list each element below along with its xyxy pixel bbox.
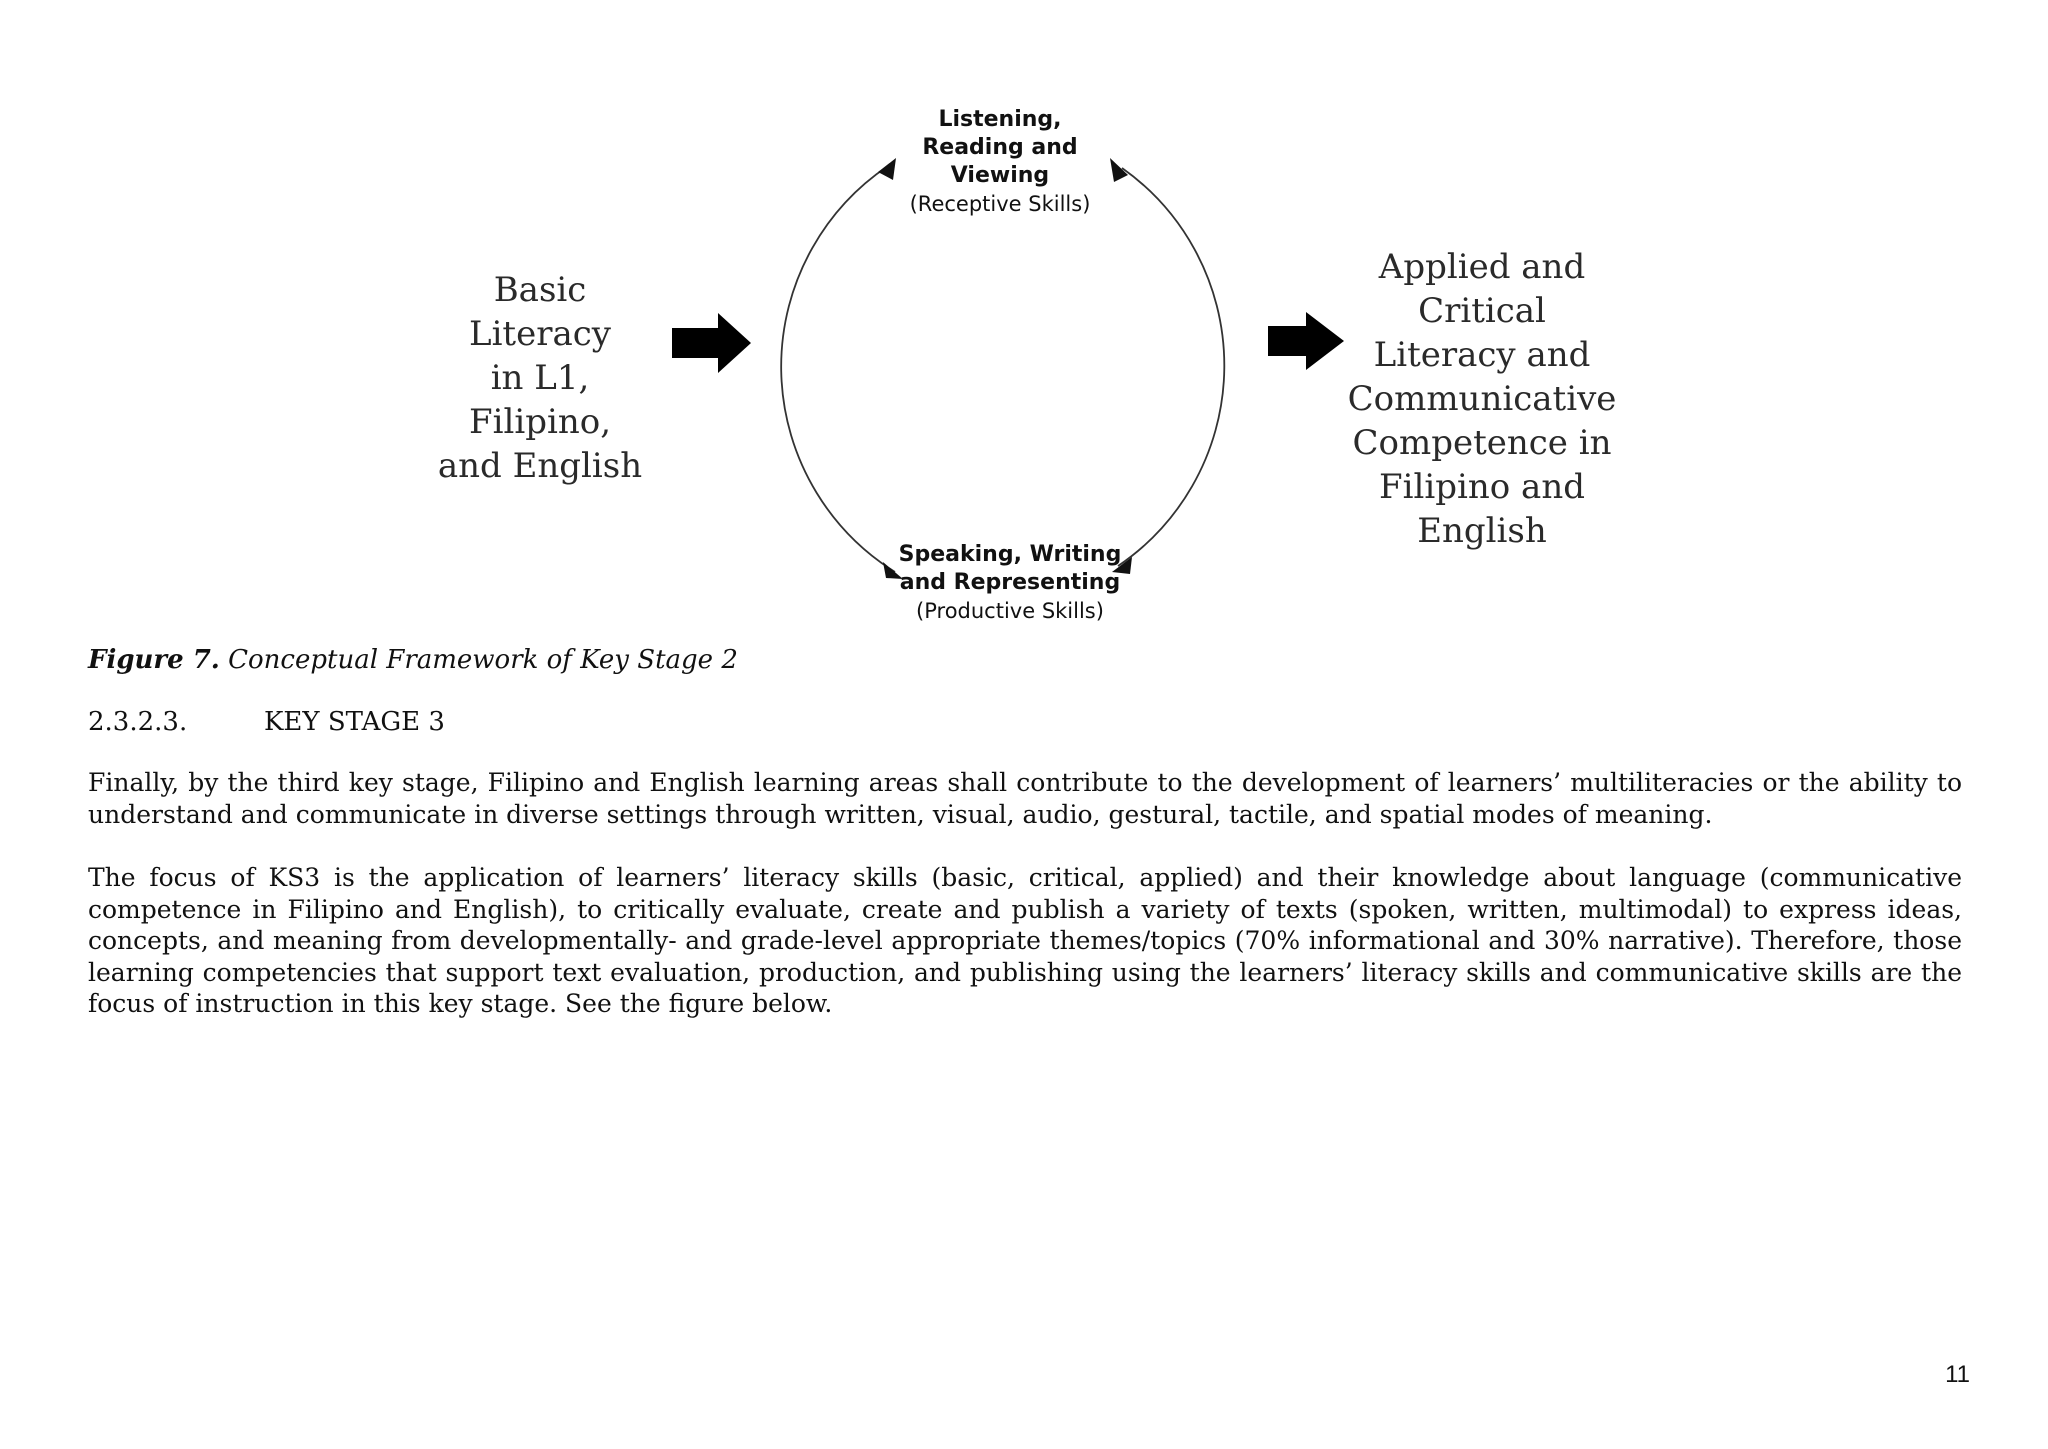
top-node-title-line: Viewing [950, 163, 1050, 188]
left-text-line: Basic Literacy [468, 270, 611, 354]
bottom-node-title-line: and Representing [899, 570, 1121, 595]
figure-caption [88, 644, 738, 676]
right-text-line: Filipino and English [1379, 467, 1585, 551]
right-text-line: Competence in [1352, 423, 1612, 463]
top-node-subtitle: (Receptive Skills) [909, 192, 1091, 216]
right-text-line: Literacy and [1373, 335, 1591, 375]
bottom-node-subtitle: (Productive Skills) [916, 599, 1104, 623]
right-text-line: Applied and Critical [1378, 247, 1586, 331]
figure-label: Figure 7. [88, 645, 220, 675]
left-text-line: and English [437, 446, 643, 486]
right-text-line: Communicative [1347, 379, 1617, 419]
diagram-right-text [1322, 245, 1642, 553]
body-paragraph: The focus of KS3 is the application of learners’ literacy skills (basic, critical, applied) and their knowledge about language (communicative competence in Filipino and English), to critically evaluate, create and publish a variety of texts (spoken, written, multimodal) to express ideas, concepts, and meaning from developmentally- and grade-level appropriate themes/topics (70% informational and 30% narrative). Therefore, those learning competencies that support text evaluation, production, and publishing using the learners’ literacy skills and communicative skills are the focus of instruction in this key stage. See the figure below. [88, 863, 1962, 1018]
left-text-line: in L1, Filipino, [468, 358, 612, 442]
section-title: KEY STAGE 3 [264, 707, 445, 737]
cycle-arc-left [781, 166, 895, 572]
page-number: 11 [1945, 1361, 1970, 1388]
body-paragraph: Finally, by the third key stage, Filipino and English learning areas shall contribute to the development of learners’ multiliteracies or the ability to understand and communicate in diverse settings through written, visual, audio, gestural, tactile, and spatial modes of meaning. [88, 768, 1962, 829]
diagram-left-text [420, 268, 660, 488]
section-heading [88, 706, 445, 738]
section-number: 2.3.2.3. [88, 707, 188, 737]
bottom-node [880, 541, 1140, 625]
top-node-title-line: Reading and [922, 135, 1078, 160]
figure-caption-text: Conceptual Framework of Key Stage 2 [228, 645, 738, 675]
top-node [880, 106, 1120, 218]
cycle-arc-right [1118, 168, 1224, 566]
block-arrow-left [672, 313, 751, 373]
top-node-title-line: Listening, [938, 107, 1062, 132]
bottom-node-title-line: Speaking, Writing [898, 542, 1122, 567]
